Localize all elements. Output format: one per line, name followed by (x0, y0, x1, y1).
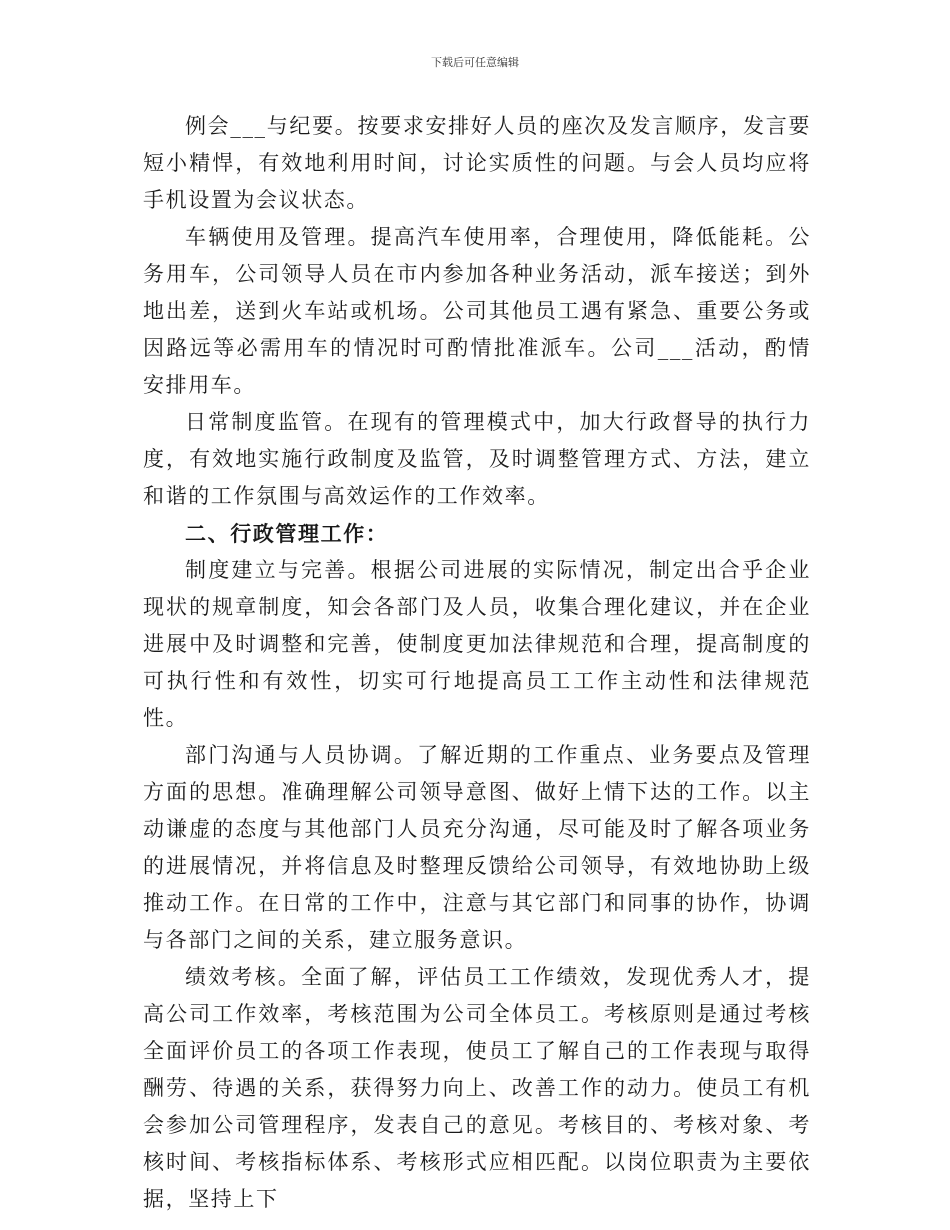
document-body (143, 108, 811, 1218)
paragraph-system-building: 制度建立与完善。根据公司进展的实际情况，制定出合乎企业现状的规章制度，知会各部门及人员，收集合理化建议，并在企业进展中及时调整和完善，使制度更加法律规范和合理，提高制度的可执行性和有效性，切实可行地提高员工工作主动性和法律规范性。 (143, 558, 811, 730)
page-header-note: 下载后可任意编辑 (431, 56, 519, 69)
paragraph-meeting-minutes: 例会___与纪要。按要求安排好人员的座次及发言顺序，发言要短小精悍，有效地利用时间，讨论实质性的问题。与会人员均应将手机设置为会议状态。 (143, 114, 811, 212)
paragraph-daily-supervision: 日常制度监管。在现有的管理模式中，加大行政督导的执行力度，有效地实施行政制度及监管，及时调整管理方式、方法，建立和谐的工作氛围与高效运作的工作效率。 (143, 410, 811, 508)
paragraph-department-communication: 部门沟通与人员协调。了解近期的工作重点、业务要点及管理方面的思想。准确理解公司领导意图、做好上情下达的工作。以主动谦虚的态度与其他部门人员充分沟通，尽可能及时了解各项业务的进展情况，并将信息及时整理反馈给公司领导，有效地协助上级推动工作。在日常的工作中，注意与其它部门和同事的协作，协调与各部门之间的关系，建立服务意识。 (143, 743, 811, 952)
paragraph-vehicle-management: 车辆使用及管理。提高汽车使用率，合理使用，降低能耗。公务用车，公司领导人员在市内参加各种业务活动，派车接送；到外地出差，送到火车站或机场。公司其他员工遇有紧急、重要公务或因路远等必需用车的情况时可酌情批准派车。公司___活动，酌情安排用车。 (143, 225, 811, 397)
paragraph-performance-review: 绩效考核。全面了解，评估员工工作绩效，发现优秀人才，提高公司工作效率，考核范围为公司全体员工。考核原则是通过考核全面评价员工的各项工作表现，使员工了解自己的工作表现与取得酬劳、待遇的关系，获得努力向上、改善工作的动力。使员工有机会参加公司管理程序，发表自己的意见。考核目的、考核对象、考核时间、考核指标体系、考核形式应相匹配。以岗位职责为主要依据，坚持上下 (143, 965, 811, 1211)
section-heading-admin-work: 二、行政管理工作： (185, 521, 389, 546)
